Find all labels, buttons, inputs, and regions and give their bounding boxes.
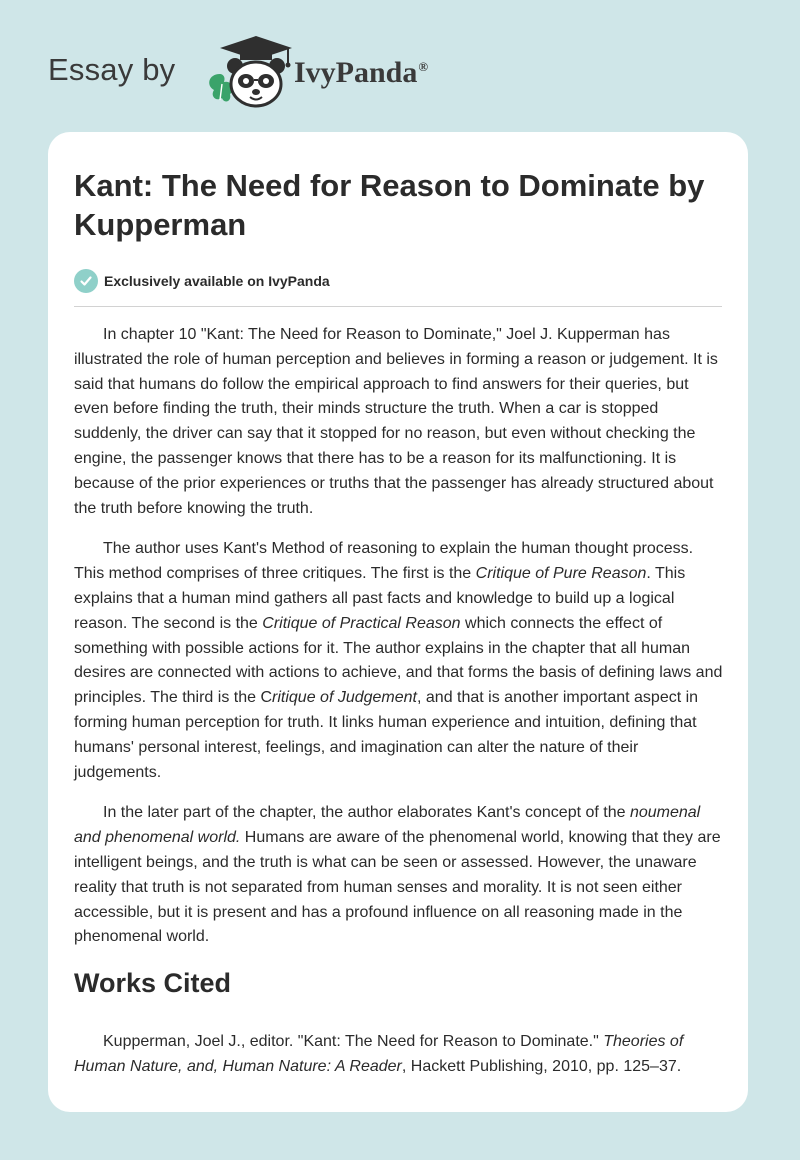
works-cited-heading: Works Cited bbox=[74, 968, 232, 999]
essay-by-label: Essay by bbox=[48, 52, 176, 87]
paragraph-1: In chapter 10 "Kant: The Need for Reason to Dominate," Joel J. Kupperman has illustrated the role of human perception and believes in forming a reason or judgement. It is said that humans do follow the empirical approach to find answers for their queries, but even before finding the truth, their minds structure the truth. When a car is stopped suddenly, the driver can say that it stopped for no reason, but even without checking the engine, the passenger knows that there has to be a reason for its malfunctioning. It is because of the prior experiences or truths that the passenger has already structured about the truth before knowing the truth. bbox=[74, 326, 718, 517]
page-title: Kant: The Need for Reason to Dominate by Kupperman bbox=[74, 168, 705, 242]
essay-card bbox=[48, 132, 748, 1112]
paragraph-2: The author uses Kant's Method of reasoning to explain the human thought process. This method comprises of three critiques. The first is the Critique of Pure Reason. This explains that a human mind gathers all past facts and knowledge to build up a logical reason. The second is the Critique of Practical Reason which connects the effect of something with possible actions for it. The author explains in the chapter that all human desires are connected with actions to achieve, and that forms the basis of defining laws and principles. The third is the Critique of Judgement, and that is another important aspect in forming human perception for truth. It links human experience and intuition, defining that humans' personal interest, feelings, and imagination can alter the nature of their judgements. bbox=[74, 540, 723, 781]
check-circle-icon bbox=[74, 269, 98, 293]
citation-entry: Kupperman, Joel J., editor. "Kant: The Need for Reason to Dominate." Theories of Human Nature, and, Human Nature: A Reader, Hackett Publishing, 2010, pp. 125–37. bbox=[74, 1033, 684, 1075]
exclusive-badge-label: Exclusively available on IvyPanda bbox=[104, 273, 330, 289]
exclusive-badge bbox=[74, 268, 722, 294]
site-header bbox=[48, 34, 748, 114]
essay-body bbox=[74, 323, 724, 950]
emphasis-noumenal-world: noumenal and phenomenal world. bbox=[74, 804, 701, 847]
citation-book-title: Theories of Human Nature, and, Human Nature: A Reader bbox=[74, 1033, 684, 1075]
title-divider bbox=[74, 306, 722, 307]
emphasis-pure-reason: Critique of Pure Reason bbox=[475, 565, 647, 583]
paragraph-3: In the later part of the chapter, the author elaborates Kant's concept of the noumenal and phenomenal world. Humans are aware of the phenomenal world, knowing that they are intelligent beings, and the truth is what can be seen or assessed. However, the unaware reality that truth is not separated from human senses and morality. It is not seen either accessible, but it is present and has a profound influence on all reasoning made in the phenomenal world. bbox=[74, 804, 721, 946]
ivy-leaf-icon bbox=[209, 74, 233, 101]
emphasis-practical-reason: Critique of Practical Reason bbox=[262, 614, 461, 632]
brand-name[interactable]: IvyPanda® bbox=[294, 56, 429, 89]
emphasis-judgement: ritique of Judgement bbox=[272, 689, 417, 707]
registered-mark: ® bbox=[418, 59, 429, 74]
panda-graduate-icon[interactable] bbox=[200, 34, 296, 112]
